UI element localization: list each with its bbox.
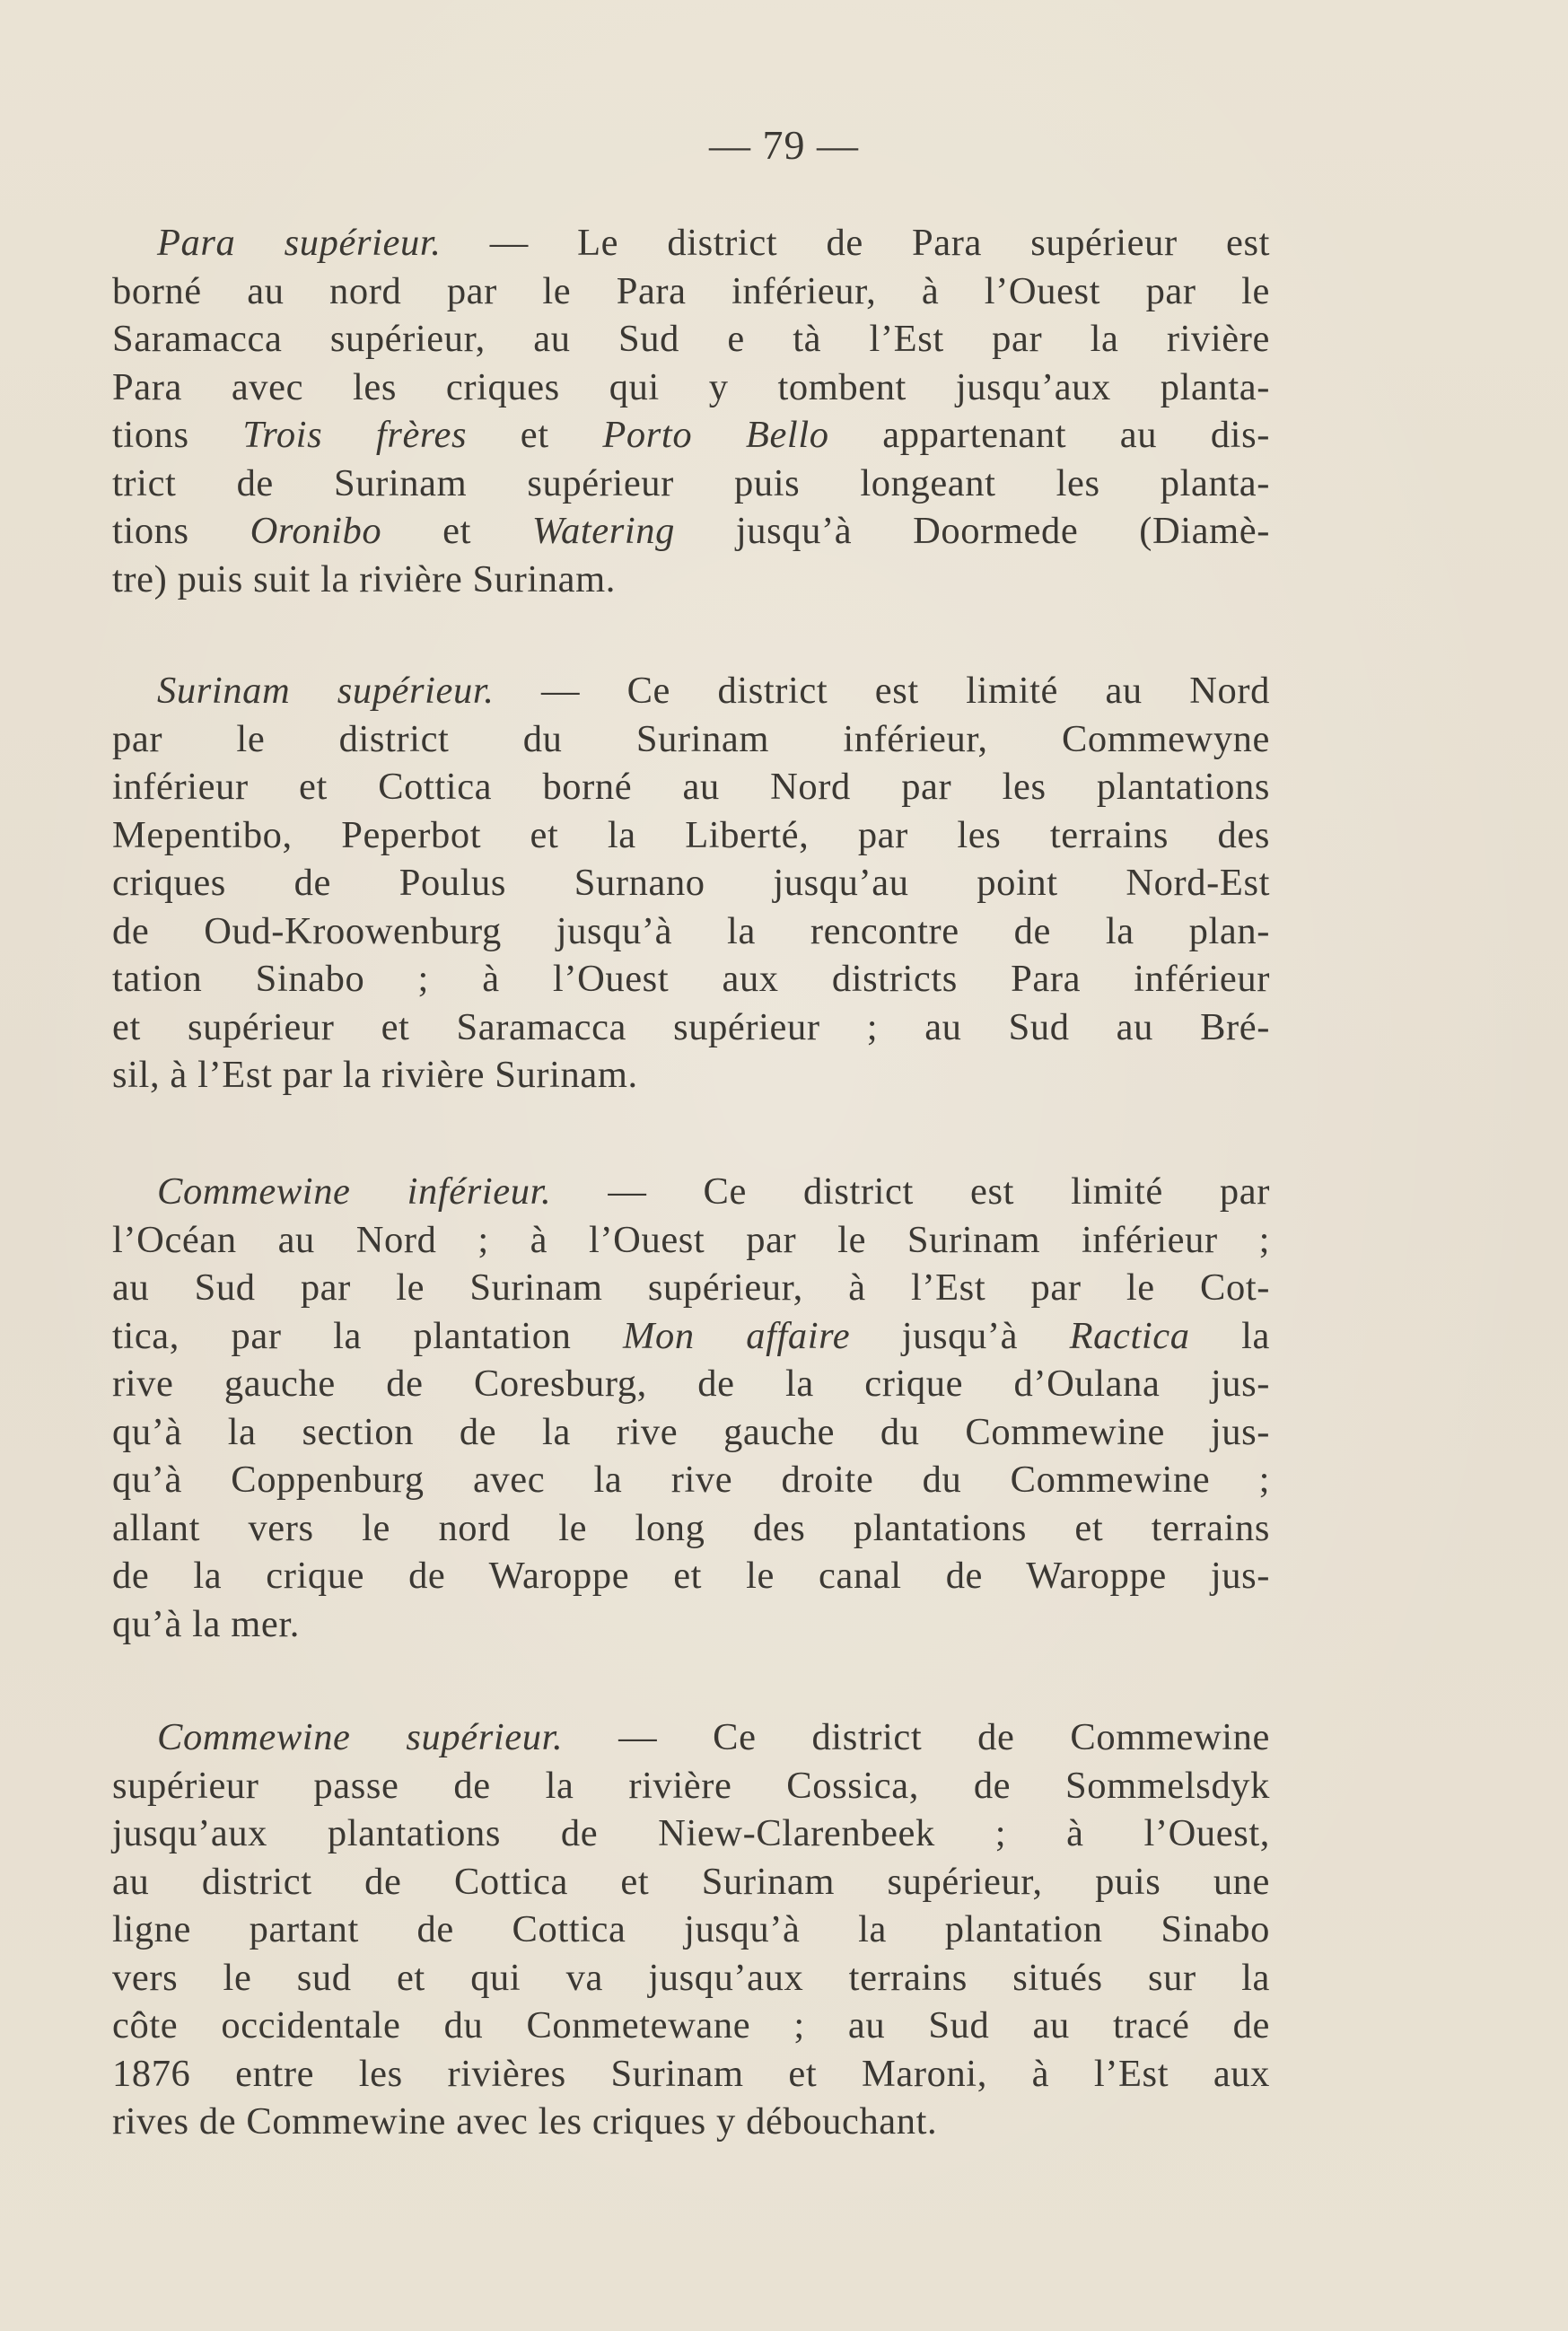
text-segment: jusqu’aux plantations de Niew-Clarenbeek ; à l’Ouest, [112, 1812, 1270, 1854]
text-line [112, 411, 1270, 460]
italic-text: Commewine inférieur. [157, 1170, 552, 1213]
text-line [112, 2050, 1270, 2099]
text-segment: tre) puis suit la rivière Surinam. [112, 557, 616, 600]
text-line [112, 1810, 1270, 1858]
italic-text: Surinam supérieur. [157, 670, 495, 712]
text-segment: rives de Commewine avec les criques y débouchant. [112, 2100, 938, 2143]
text-line [112, 2098, 1270, 2146]
text-segment: et [467, 414, 603, 456]
italic-text: Commewine supérieur. [157, 1716, 564, 1758]
text-segment: jusqu’à [850, 1314, 1070, 1357]
text-line [112, 1168, 1270, 1216]
text-line [112, 763, 1270, 811]
text-line [112, 1003, 1270, 1052]
text-line [112, 364, 1270, 412]
text-segment: de Oud-Kroowenburg jusqu’à la rencontre de la plan- [112, 909, 1270, 952]
text-segment: vers le sud et qui va jusqu’aux terrains situés sur la [112, 1956, 1270, 1999]
italic-text: Mon affaire [623, 1314, 851, 1357]
text-segment: allant vers le nord le long des plantations et terrains [112, 1506, 1270, 1549]
text-line [112, 1312, 1270, 1361]
text-segment: Para avec les criques qui y tombent jusqu’aux planta- [112, 365, 1270, 408]
paragraph-para-superieur [112, 219, 1270, 603]
text-segment: appartenant au dis- [828, 414, 1270, 456]
text-line [112, 1713, 1270, 1762]
text-line [112, 1954, 1270, 2002]
text-segment: et supérieur et Saramacca supérieur ; au Sud au Bré- [112, 1005, 1270, 1048]
text-line [112, 715, 1270, 764]
text-line [112, 907, 1270, 956]
text-segment: rive gauche de Coresburg, de la crique d’Oulana jus- [112, 1363, 1270, 1405]
text-line [112, 1504, 1270, 1553]
text-segment: qu’à Coppenburg avec la rive droite du Commewine ; [112, 1459, 1270, 1501]
text-segment: trict de Surinam supérieur puis longeant les planta- [112, 461, 1270, 504]
italic-text: Oronibo [250, 510, 382, 552]
text-line [112, 1216, 1270, 1265]
italic-text: Porto Bello [602, 414, 829, 456]
text-segment: l’Océan au Nord ; à l’Ouest par le Surinam inférieur ; [112, 1218, 1270, 1261]
text-segment: la [1189, 1314, 1270, 1357]
text-line [112, 315, 1270, 364]
text-segment: au Sud par le Surinam supérieur, à l’Est par le Cot- [112, 1266, 1270, 1309]
text-segment: inférieur et Cottica borné au Nord par les plantations [112, 766, 1270, 808]
text-segment: jusqu’à Doormede (Diamè- [675, 510, 1270, 552]
text-segment: au district de Cottica et Surinam supérieur, puis une [112, 1860, 1270, 1903]
italic-text: Para supérieur. [157, 222, 442, 264]
text-segment: tions [112, 510, 250, 552]
text-line [112, 1360, 1270, 1408]
text-line [112, 460, 1270, 508]
text-line [112, 267, 1270, 316]
text-line [112, 859, 1270, 907]
text-line [112, 1408, 1270, 1457]
text-segment: — Ce district de Commewine [563, 1716, 1270, 1758]
italic-text: Watering [531, 510, 675, 552]
text-line [112, 219, 1270, 267]
text-line [112, 955, 1270, 1003]
paragraph-surinam-superieur [112, 667, 1270, 1100]
text-line [112, 1600, 1270, 1649]
text-segment: criques de Poulus Surnano jusqu’au point Nord-Est [112, 862, 1270, 904]
text-line [112, 1264, 1270, 1312]
paragraph-commewine-superieur [112, 1713, 1270, 2146]
text-line [112, 2002, 1270, 2050]
text-line [112, 556, 1270, 604]
text-segment: par le district du Surinam inférieur, Commewyne [112, 717, 1270, 760]
text-segment: et [381, 510, 532, 552]
text-line [112, 1051, 1270, 1100]
text-line [112, 1858, 1270, 1906]
text-segment: supérieur passe de la rivière Cossica, de Sommelsdyk [112, 1764, 1270, 1807]
paragraph-commewine-inferieur [112, 1168, 1270, 1648]
text-segment: côte occidentale du Conmetewane ; au Sud au tracé de [112, 2004, 1270, 2046]
text-segment: — Ce district est limité par [551, 1170, 1271, 1213]
text-segment: tions [112, 414, 243, 456]
text-segment: — Le district de Para supérieur est [441, 222, 1270, 264]
page-number: — 79 — [709, 122, 859, 168]
text-line [112, 1762, 1270, 1810]
text-segment: ligne partant de Cottica jusqu’à la plantation Sinabo [112, 1908, 1270, 1950]
text-line [112, 507, 1270, 556]
text-segment: tica, par la plantation [112, 1314, 623, 1357]
text-segment: de la crique de Waroppe et le canal de Waroppe jus- [112, 1555, 1270, 1597]
italic-text: Trois frères [242, 414, 468, 456]
italic-text: Ractica [1069, 1314, 1190, 1357]
text-line [112, 1906, 1270, 1954]
text-segment: tation Sinabo ; à l’Ouest aux districts Para inférieur [112, 958, 1270, 1000]
text-segment: Mepentibo, Peperbot et la Liberté, par les terrains des [112, 813, 1270, 856]
text-segment: Saramacca supérieur, au Sud e tà l’Est par la rivière [112, 318, 1270, 360]
text-line [112, 1456, 1270, 1504]
text-segment: sil, à l’Est par la rivière Surinam. [112, 1054, 638, 1096]
text-line [112, 667, 1270, 715]
text-line [112, 1552, 1270, 1600]
text-segment: — Ce district est limité au Nord [494, 670, 1270, 712]
text-segment: qu’à la section de la rive gauche du Commewine jus- [112, 1410, 1270, 1453]
text-line [112, 811, 1270, 860]
text-segment: qu’à la mer. [112, 1602, 300, 1645]
text-segment: 1876 entre les rivières Surinam et Maroni, à l’Est aux [112, 2052, 1270, 2095]
text-segment: borné au nord par le Para inférieur, à l’Ouest par le [112, 269, 1270, 312]
